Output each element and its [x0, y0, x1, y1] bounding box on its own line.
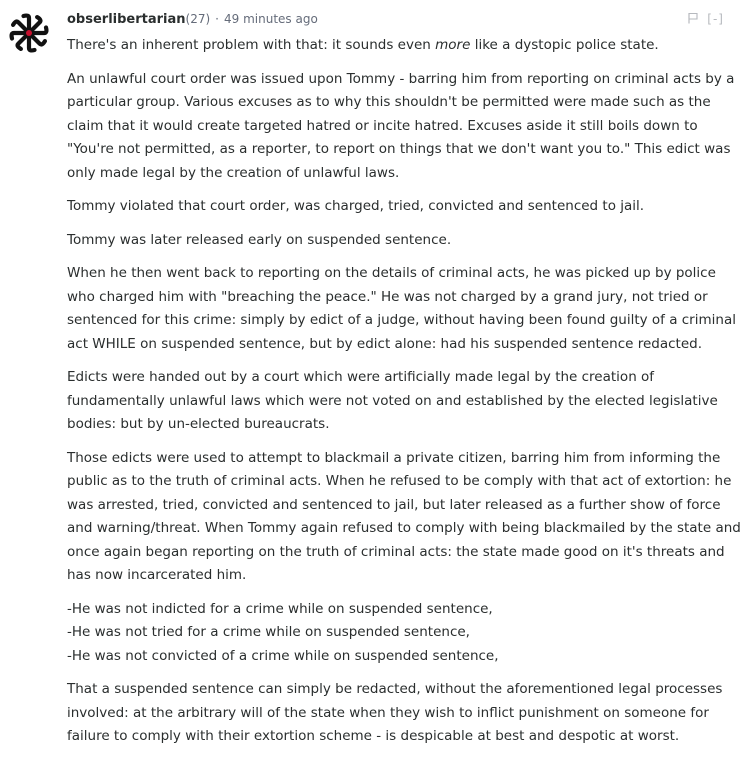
list-line: -He was not tried for a crime while on suspended sentence, [67, 624, 470, 640]
paragraph: Edicts were handed out by a court which were artificially made legal by the creation of fundamentally unlawful laws which were not voted on and established by the elected legislative bodies: but by un-elected bureaucrats. [67, 369, 718, 432]
paragraph: Tommy violated that court order, was charged, tried, convicted and sentenced to jail. [67, 198, 645, 214]
paragraph: Those edicts were used to attempt to blackmail a private citizen, barring him from informing the public as to the truth of criminal acts. When he refused to be comply with that act of extortion: he was arrested, tried, convicted and sentenced to jail, but later released as a further show of force and warning/threat. When Tommy again refused to comply with being blackmailed by the state and once again began reporting on the truth of criminal acts: the state made good on it's threats and has now incarcerated him. [67, 449, 741, 583]
list-line: -He was not indicted for a crime while on suspended sentence, [67, 600, 493, 617]
comment-header [67, 9, 738, 29]
author-points: (27) [185, 12, 211, 26]
emphasis-text: more [435, 37, 471, 53]
paragraph-text: There's an inherent problem with that: it sounds even [67, 37, 436, 53]
paragraph: Tommy was later released early on suspended sentence. [67, 231, 452, 248]
kolovrat-sun-wheel-icon [6, 10, 52, 56]
list-line: -He was not convicted of a crime while on suspended sentence, [67, 647, 499, 664]
collapse-toggle[interactable]: [-] [707, 12, 724, 26]
timestamp[interactable]: 49 minutes ago [224, 12, 318, 26]
paragraph-text: like a dystopic police state. [470, 37, 659, 53]
paragraph: That a suspended sentence can simply be redacted, without the aforementioned legal processes involved: at the arbitrary will of the state when they wish to inflict punishment on someone for failure to comply with their extortion scheme - is despicable at best and despotic at worst. [67, 681, 723, 744]
avatar[interactable] [6, 10, 52, 56]
paragraph [67, 34, 743, 58]
author-name[interactable]: obserlibertarian [67, 12, 186, 27]
comment-actions [687, 9, 724, 29]
paragraph: When he then went back to reporting on the details of criminal acts, he was picked up by police who charged him with "breaching the peace." He was not charged by a grand jury, not tried or sentenced for this crime: simply by edict of a judge, without having been found guilty of a criminal act WHILE on suspended sentence, but by edict alone: had his suspended sentence redacted. [67, 265, 736, 352]
paragraph: An unlawful court order was issued upon Tommy - barring him from reporting on criminal acts by a particular group. Various excuses as to why this shouldn't be permitted were made such as the claim that it would create targeted hatred or incite hatred. Excuses aside it still boils down to "You're not permitted, as a reporter, to report on things that we don't want you to." This edict was only made legal by the creation of unlawful laws. [67, 70, 735, 181]
header-separator: · [215, 12, 219, 26]
comment-body [67, 34, 743, 759]
flag-icon[interactable] [687, 10, 699, 22]
